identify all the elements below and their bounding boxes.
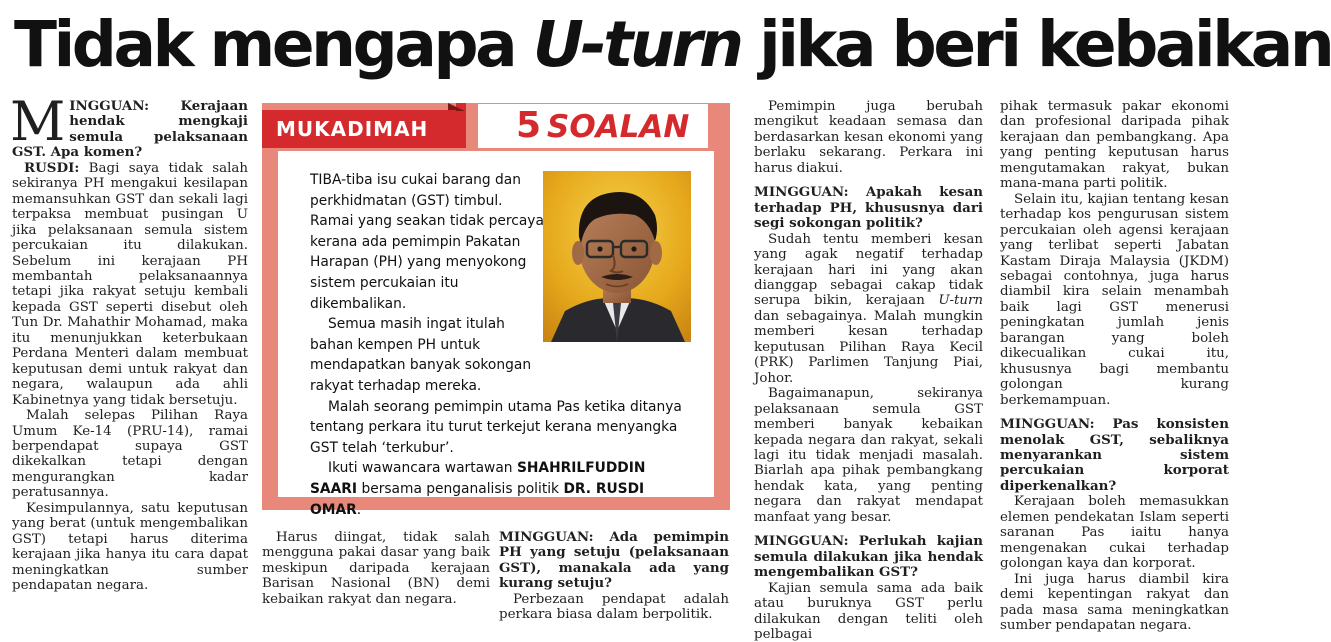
col5-p3: Kerajaan boleh memasukkan elemen pendekatan Islam seperti saranan Pas iaitu hanya mengenakan cukai terhadap golongan kaya dan korporat. xyxy=(1000,494,1229,572)
col4-p2 xyxy=(754,232,983,387)
intro-p2: Semua masih ingat itulah bahan kempen PH untuk mendapatkan banyak sokongan rakyat terhadap mereka. xyxy=(310,316,532,394)
headline xyxy=(14,2,1331,88)
soalan-number: 5 xyxy=(516,105,542,146)
intro-p4-a: Ikuti wawancara wartawan xyxy=(328,460,517,477)
question-5: MINGGUAN: Pas konsisten menolak GST, sebaliknya menyarankan sistem percukaian korporat diperkenalkan? xyxy=(1000,416,1229,494)
intro-p4-c: bersama penganalisis politik xyxy=(357,480,564,497)
column-5 xyxy=(1000,99,1229,633)
column-2 xyxy=(262,530,490,630)
col4-p1: Pemimpin juga berubah mengikut keadaan semasa dan berdasarkan kesan ekonomi yang berlaku sekarang. Perkara ini harus diakui. xyxy=(754,99,983,176)
col4-p3: Bagaimanapun, sekiranya pelaksanaan semula GST memberi banyak kebaikan kepada negara dan rakyat, sekali lagi itu tidak menjadi masalah. Biarlah apa pihak pembangkang hendak kata, yang penting negara dan rakyat mendapat manfaat yang besar. xyxy=(754,386,983,525)
column-3 xyxy=(499,530,729,630)
headline-part3: jika beri kebaikan xyxy=(740,8,1331,81)
col2-p1: Harus diingat, tidak salah mengguna pakai dasar yang baik meskipun daripada kerajaan Barisan Nasional (BN) demi kebaikan rakyat dan negara. xyxy=(262,530,490,607)
answer-1-p3: Kesimpulannya, satu keputusan yang berat (untuk mengembalikan GST) tetapi harus diterima kerajaan jika hanya itu cara dapat meningkatkan sumber pendapatan negara. xyxy=(12,500,248,594)
soalan-word: SOALAN xyxy=(547,109,690,145)
question-1 xyxy=(10,90,248,161)
answer-lead: RUSDI: xyxy=(24,159,80,176)
answer-1-text: Bagi saya tidak salah sekiranya PH mengakui kesilapan memansuhkan GST dan sekali lagi terpaksa membuat pusingan U jika pelaksanaan semula sistem percukaian itu dilakukan. Sebelum ini kerajaan PH membantah pelaksanaannya tetapi jika rakyat setuju kembali kepada GST seperti disebut oleh Tun Dr. Mahathir Mohamad, maka itu menunjukkan keterbukaan Perdana Menteri dalam membuat keputusan demi untuk rakyat dan negara, walaupun ada ahli Kabinetnya yang tidak bersetuju. xyxy=(12,160,248,408)
intro-p4-e: . xyxy=(356,501,362,518)
headline-part1: Tidak mengapa xyxy=(14,8,533,81)
col5-p1: pihak termasuk pakar ekonomi dan profesional daripada pihak kerajaan dan pembangkang. Apa yang penting keputusan harus mengutamakan rakyat, bukan mana-mana parti politik. xyxy=(1000,99,1229,192)
soalan-label xyxy=(478,104,708,148)
mukadimah-intro xyxy=(310,170,690,520)
col5-p4: Ini juga harus diambil kira demi kepentingan rakyat dan pada masa sama meningkatkan sumber pendapatan negara. xyxy=(1000,571,1229,633)
question-4: MINGGUAN: Perlukah kajian semula dilakukan jika hendak mengembalikan GST? xyxy=(754,533,983,581)
col3-p1: Perbezaan pendapat adalah perkara biasa dalam berpolitik. xyxy=(499,591,729,623)
mukadimah-tag: MUKADIMAH xyxy=(262,110,456,148)
intro-analyst: DR. RUSDI OMAR xyxy=(310,480,645,518)
intro-p4 xyxy=(310,458,690,520)
answer-1 xyxy=(12,161,248,408)
intro-p3: Malah seorang pemimpin utama Pas ketika ditanya tentang perkara itu turut terkejut kerana menyangka GST telah ‘terkubur’. xyxy=(310,398,682,456)
intro-reporter: SHAHRILFUDDIN SAARI xyxy=(310,460,646,497)
column-1 xyxy=(10,90,248,629)
question-1-text: INGGUAN: Kerajaan hendak mengkaji semula pelaksanaan GST. Apa komen? xyxy=(12,98,248,161)
intro-p1: TIBA-tiba isu cukai barang dan perkhidmatan (GST) timbul. Ramai yang seakan tidak percaya kerana ada pemimpin Pakatan Harapan (PH) yang menyokong sistem percukaian itu dikembalikan. xyxy=(310,172,544,312)
col4-p2-post: dan sebagainya. Malah mungkin memberi kesan terhadap keputusan Pilihan Raya Kecil (PRK) Parlimen Tanjung Piai, Johor. xyxy=(754,308,983,386)
question-2: MINGGUAN: Ada pemimpin PH yang setuju (pelaksanaan GST), manakala ada yang kurang setuju? xyxy=(499,529,729,592)
col4-p2-uturn: U-turn xyxy=(938,293,983,309)
answer-1-p2: Malah selepas Pilihan Raya Umum Ke-14 (PRU-14), ramai berpendapat supaya GST dikekalkan tetapi dengan mengurangkan kadar peratusannya. xyxy=(12,408,248,501)
headline-u-turn: U-turn xyxy=(532,8,741,81)
col4-p4: Kajian semula sama ada baik atau buruknya GST perlu dilakukan dengan teliti oleh pelbagai xyxy=(754,580,983,642)
col5-p2: Selain itu, kajian tentang kesan terhadap kos pengurusan sistem percukaian oleh agensi kerajaan yang terlibat seperti Jabatan Kastam Diraja Malaysia (JKDM) sebagai contohnya, juga harus diambil kira selain menambah baik lagi GST menerusi peningkatan jumlah jenis barangan yang boleh dikecualikan cukai itu, khususnya bagi membantu golongan kurang berkemampuan. xyxy=(1000,191,1229,408)
question-3: MINGGUAN: Apakah kesan terhadap PH, khususnya dari segi sokongan politik? xyxy=(754,184,983,232)
column-4 xyxy=(754,99,983,642)
col4-p2-pre: Sudah tentu memberi kesan yang agak negatif terhadap kerajaan hari ini yang akan dianggap sebagai cakap tidak serupa bikin, kerajaan xyxy=(754,231,983,309)
dropcap: M xyxy=(10,90,66,153)
